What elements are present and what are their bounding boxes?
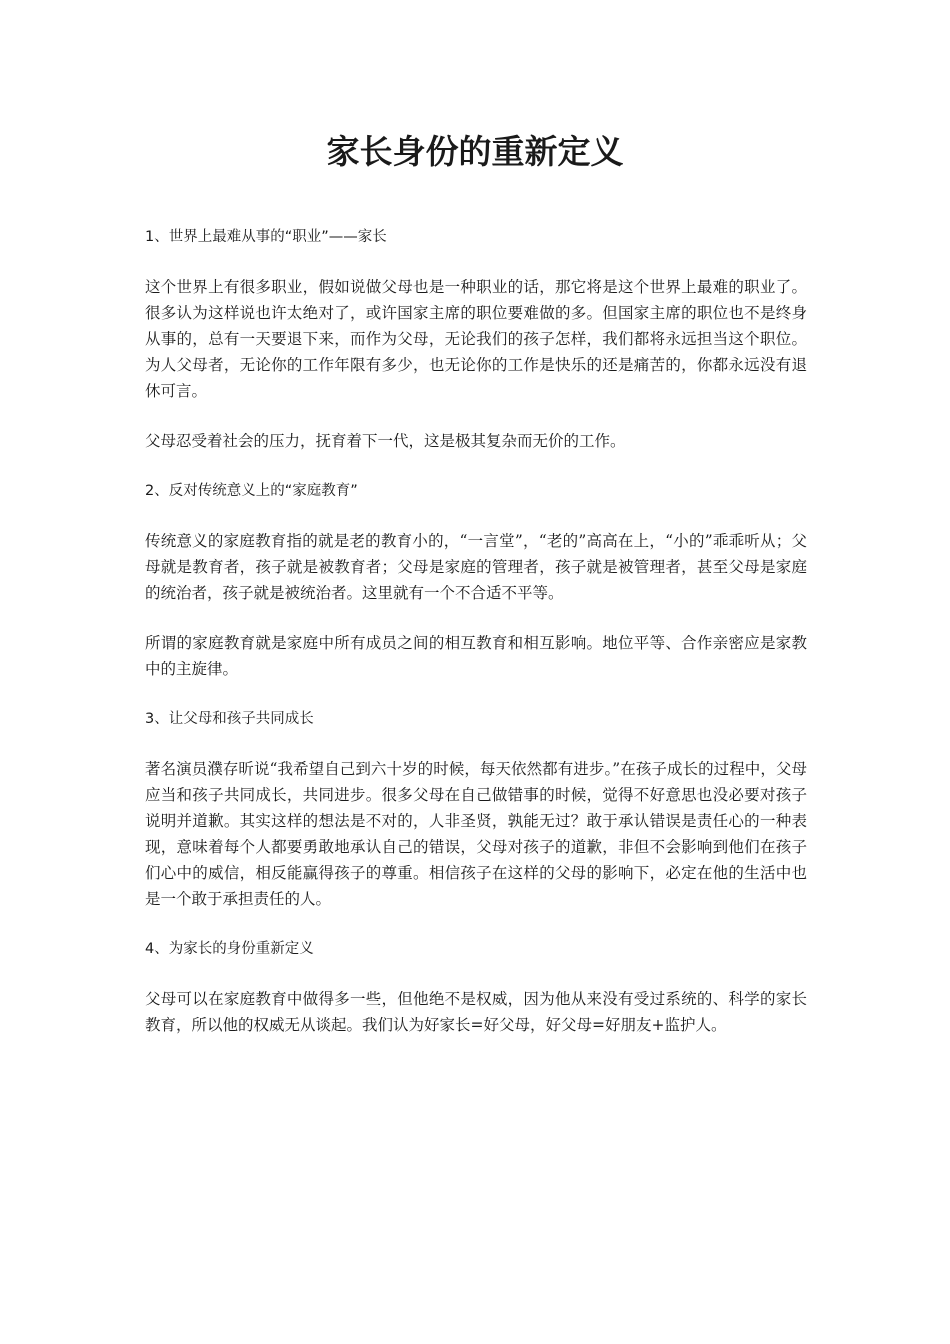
paragraph: 所谓的家庭教育就是家庭中所有成员之间的相互教育和相互影响。地位平等、合作亲密应是家教中的主旋律。 (145, 634, 807, 678)
paragraph: 父母可以在家庭教育中做得多一些，但他绝不是权威，因为他从来没有受过系统的、科学的家长教育，所以他的权威无从谈起。我们认为好家长=好父母，好父母=好朋友+监护人。 (145, 990, 807, 1034)
section-heading-1: 1、世界上最难从事的“职业”——家长 (145, 229, 387, 245)
section-heading-4: 4、为家长的身份重新定义 (145, 941, 314, 957)
section-heading-3: 3、让父母和孩子共同成长 (145, 711, 314, 727)
paragraph: 父母忍受着社会的压力，抚育着下一代，这是极其复杂而无价的工作。 (145, 432, 626, 450)
document-title: 家长身份的重新定义 (326, 132, 624, 171)
section-heading-2: 2、反对传统意义上的“家庭教育” (145, 483, 358, 499)
paragraph: 著名演员濮存昕说“我希望自己到六十岁的时候，每天依然都有进步。”在孩子成长的过程中，父母应当和孩子共同成长，共同进步。很多父母在自己做错事的时候，觉得不好意思也没必要对孩子说明并道歉。其实这样的想法是不对的，人非圣贤，孰能无过？敢于承认错误是责任心的一种表现，意味着每个人都要勇敢地承认自己的错误，父母对孩子的道歉，非但不会影响到他们在孩子们心中的威信，相反能赢得孩子的尊重。相信孩子在这样的父母的影响下，必定在他的生活中也是一个敢于承担责任的人。 (145, 760, 807, 908)
paragraph: 这个世界上有很多职业，假如说做父母也是一种职业的话，那它将是这个世界上最难的职业了。很多认为这样说也许太绝对了，或许国家主席的职位要难做的多。但国家主席的职位也不是终身从事的，总有一天要退下来，而作为父母，无论我们的孩子怎样，我们都将永远担当这个职位。为人父母者，无论你的工作年限有多少，也无论你的工作是快乐的还是痛苦的，你都永远没有退休可言。 (145, 278, 807, 400)
paragraph: 传统意义的家庭教育指的就是老的教育小的，“一言堂”，“老的”高高在上，“小的”乖乖听从；父母就是教育者，孩子就是被教育者；父母是家庭的管理者，孩子就是被管理者，甚至父母是家庭的统治者，孩子就是被统治者。这里就有一个不合适不平等。 (145, 532, 807, 602)
document-body (145, 224, 807, 1062)
